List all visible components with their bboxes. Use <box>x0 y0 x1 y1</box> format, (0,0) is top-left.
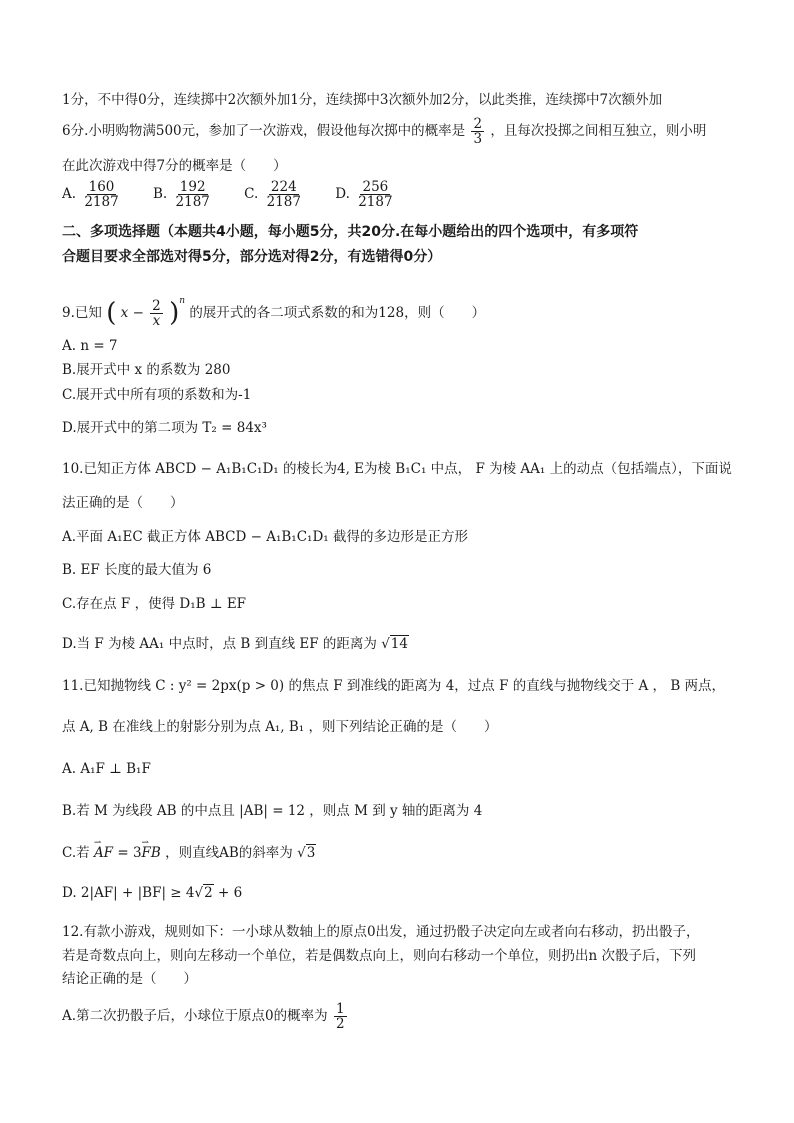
q11-option-a[interactable]: A. A₁F ⊥ B₁F <box>62 761 151 777</box>
q8-prob-den: 3 <box>473 131 483 147</box>
section2-heading-line1: 二、多项选择题（本题共4小题，每小题5分，共20分.在每小题给出的四个选项中，有多项符 <box>62 224 639 240</box>
q8-option-a[interactable]: A. $\frac{160}{2187}$ <box>62 179 119 210</box>
q8-line3: 在此次游戏中得7分的概率是（ ） <box>62 158 287 174</box>
vector-af: ⇀ AF <box>94 845 113 861</box>
q12-line3: 结论正确的是（ ） <box>62 971 197 987</box>
q12-line1: 12.有款小游戏，规则如下：一小球从数轴上的原点0出发，通过扔骰子决定向左或者向右移动，扔出骰子， <box>62 924 700 940</box>
section2-heading-line2: 合题目要求全部选对得5分，部分选对得2分，有选错得0分） <box>62 249 442 265</box>
q8-option-b[interactable]: B. $\frac{192}{2187}$ <box>153 179 210 210</box>
q8-line2-post: ，且每次投掷之间相互独立，则小明 <box>490 123 707 139</box>
q11-option-b[interactable]: B.若 M 为线段 AB 的中点且 |AB| = 12 ，则点 M 到 y 轴的距离为 4 <box>62 803 483 819</box>
q10-line2: 法正确的是（ ） <box>62 495 184 511</box>
q11-option-c[interactable]: C.若 ⇀ AF = 3⇀ FB ，则直线AB的斜率为 √3 <box>62 843 316 863</box>
q10-option-c[interactable]: C.存在点 F ，使得 D₁B ⊥ EF <box>62 596 247 612</box>
q9-option-a[interactable]: A. n = 7 <box>62 338 118 354</box>
q11-line2: 点 A, B 在准线上的射影分别为点 A₁, B₁ ，则下列结论正确的是（ ） <box>62 719 498 735</box>
q12-option-a-fraction: $\frac{1}{2}$ <box>335 1001 345 1032</box>
q9-option-c[interactable]: C.展开式中所有项的系数和为-1 <box>62 387 252 403</box>
q8-options <box>62 180 423 209</box>
q8-line2-pre: 6分.小明购物满500元，参加了一次游戏，假设他每次掷中的概率是 <box>62 123 466 139</box>
q9-stem: 9.已知 ( x − $\frac{2}{x}$ )$^n$ 的展开式的各二项式系数的和为128，则（ ） <box>62 296 486 329</box>
q10-option-d[interactable]: D.当 F 为棱 AA₁ 中点时，点 B 到直线 EF 的距离为 √14 <box>62 636 408 652</box>
q8-probability-fraction <box>471 117 484 146</box>
q10-option-a[interactable]: A.平面 A₁EC 截正方体 ABCD − A₁B₁C₁D₁ 截得的多边形是正方形 <box>62 529 468 545</box>
q10-option-b[interactable]: B. EF 长度的最大值为 6 <box>62 562 212 578</box>
q12-line2: 若是奇数点向上，则向左移动一个单位，若是偶数点向上，则向右移动一个单位，则扔出n 次骰子后，下列 <box>62 948 696 964</box>
q10-line1: 10.已知正方体 ABCD − A₁B₁C₁D₁ 的棱长为4, E为棱 B₁C₁ 中点， F 为棱 AA₁ 上的动点（包括端点），下面说 <box>62 461 732 477</box>
q12-option-a[interactable]: A.第二次扔骰子后，小球位于原点0的概率为 $\frac{1}{2}$ <box>62 1001 345 1032</box>
q8-option-c[interactable]: C. $\frac{224}{2187}$ <box>244 179 301 210</box>
q11-option-d[interactable]: D. 2|AF| + |BF| ≥ 4√2 + 6 <box>62 885 243 901</box>
q8-line1: 1分，不中得0分，连续掷中2次额外加1分，连续掷中3次额外加2分，以此类推，连续掷中7次额外加 <box>62 92 663 108</box>
vector-fb: ⇀ FB <box>142 845 161 861</box>
q8-option-d[interactable]: D. $\frac{256}{2187}$ <box>335 179 393 210</box>
q8-line2 <box>62 117 706 146</box>
q8-prob-num: 2 <box>473 116 483 132</box>
q11-line1: 11.已知抛物线 C : y² = 2px(p > 0) 的焦点 F 到准线的距离为 4，过点 F 的直线与抛物线交于 A ， B 两点， <box>62 678 726 694</box>
q9-fraction: $\frac{2}{x}$ <box>152 298 161 329</box>
q9-option-b[interactable]: B.展开式中 x 的系数为 280 <box>62 362 231 378</box>
q9-option-d[interactable]: D.展开式中的第二项为 T₂ = 84x³ <box>62 420 267 436</box>
